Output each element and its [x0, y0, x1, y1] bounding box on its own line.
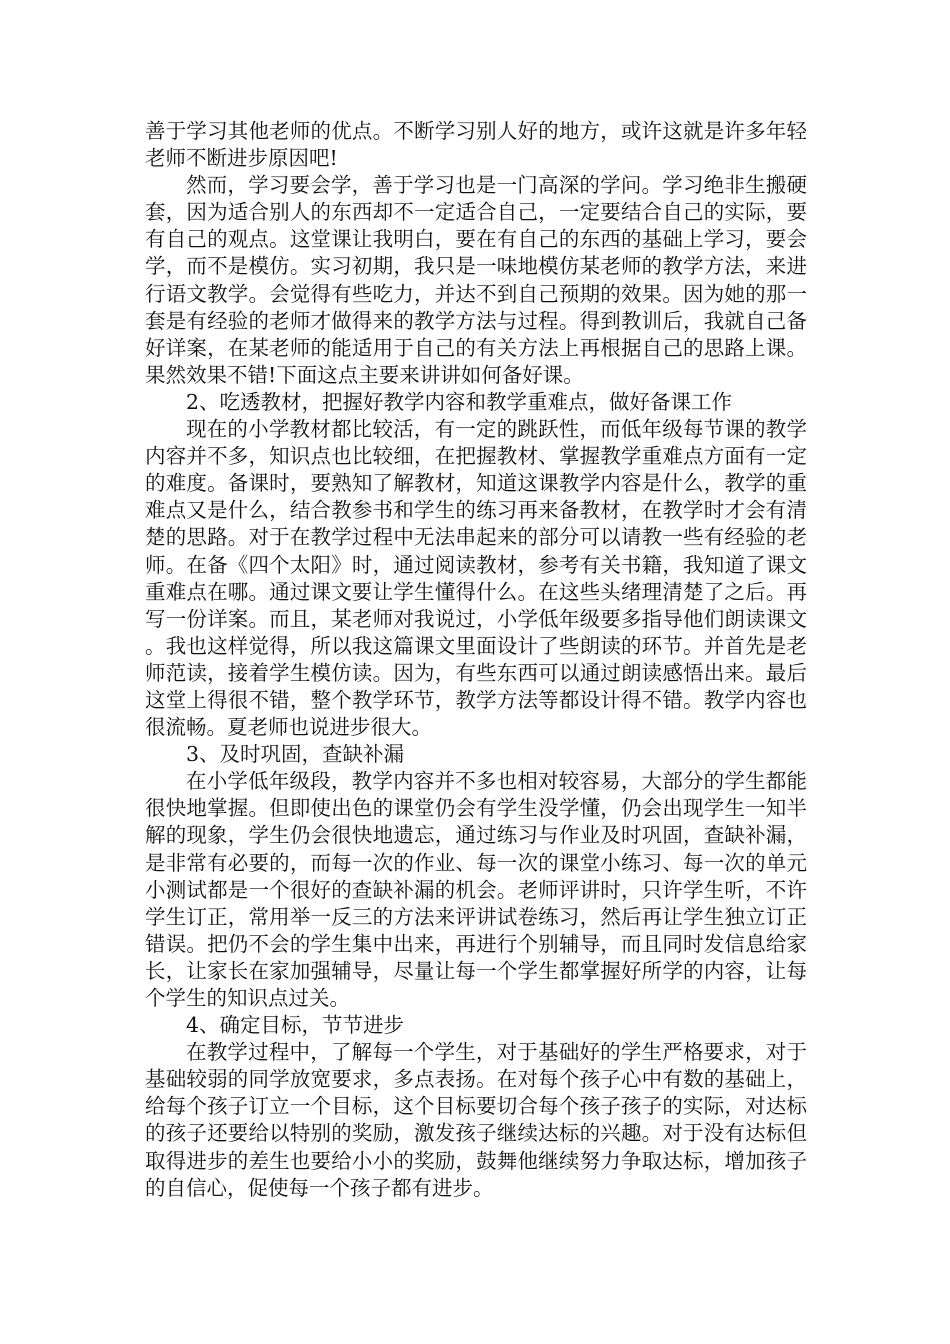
section-heading-2: 2、吃透教材，把握好教学内容和教学重难点，做好备课工作: [186, 389, 733, 414]
paragraph-1: 善于学习其他老师的优点。不断学习别人好的地方，或许这就是许多年轻老师不断进步原因吧!: [145, 119, 807, 171]
document-page: [145, 118, 807, 1202]
paragraph-5: 在教学过程中，了解每一个学生，对于基础好的学生严格要求，对于基础较弱的同学放宽要求，多点表扬。在对每个孩子心中有数的基础上，给每个孩子订立一个目标，这个目标要切合每个孩子孩子的实际，对达标的孩子还要给以特别的奖励，激发孩子继续达标的兴趣。对于没有达标但取得进步的差生也要给小小的奖励，鼓舞他继续努力争取达标，增加孩子的自信心，促使每一个孩子都有进步。: [145, 1040, 807, 1200]
paragraph-3: 现在的小学教材都比较活，有一定的跳跃性，而低年级每节课的教学内容并不多，知识点也比较细，在把握教材、掌握教学重难点方面有一定的难度。备课时，要熟知了解教材，知道这课教学内容是什么，教学的重难点又是什么，结合教参书和学生的练习再来备教材，在教学时才会有清楚的思路。对于在教学过程中无法串起来的部分可以请教一些有经验的老师。在备《四个太阳》时，通过阅读教材，参考有关书籍，我知道了课文重难点在哪。通过课文要让学生懂得什么。在这些头绪理清楚了之后。再写一份详案。而且，某老师对我说过，小学低年级要多指导他们朗读课文。我也这样觉得，所以我这篇课文里面设计了些朗读的环节。并首先是老师范读，接着学生模仿读。因为，有些东西可以通过朗读感悟出来。最后这堂上得很不错，整个教学环节，教学方法等都设计得不错。教学内容也很流畅。夏老师也说进步很大。: [145, 417, 807, 740]
section-heading-3: 3、及时巩固，查缺补漏: [186, 742, 405, 767]
section-heading-4: 4、确定目标，节节进步: [186, 1013, 405, 1038]
paragraph-4: 在小学低年级段，教学内容并不多也相对较容易，大部分的学生都能很快地掌握。但即使出色的课堂仍会有学生没学懂，仍会出现学生一知半解的现象，学生仍会很快地遗忘，通过练习与作业及时巩固，查缺补漏，是非常有必要的，而每一次的作业、每一次的课堂小练习、每一次的单元小测试都是一个很好的查缺补漏的机会。老师评讲时，只许学生听，不许学生订正，常用举一反三的方法来评讲试卷练习，然后再让学生独立订正错误。把仍不会的学生集中出来，再进行个别辅导，而且同时发信息给家长，让家长在家加强辅导，尽量让每一个学生都掌握好所学的内容，让每个学生的知识点过关。: [145, 769, 807, 1010]
paragraph-2: 然而，学习要会学，善于学习也是一门高深的学问。学习绝非生搬硬套，因为适合别人的东西却不一定适合自己，一定要结合自己的实际，要有自己的观点。这堂课让我明白，要在有自己的东西的基础上学习，要会学，而不是模仿。实习初期，我只是一味地模仿某老师的教学方法，来进行语文教学。会觉得有些吃力，并达不到自己预期的效果。因为她的那一套是有经验的老师才做得来的教学方法与过程。得到教训后，我就自己备好详案，在某老师的能适用于自己的有关方法上再根据自己的思路上课。果然效果不错!下面这点主要来讲讲如何备好课。: [145, 173, 807, 387]
